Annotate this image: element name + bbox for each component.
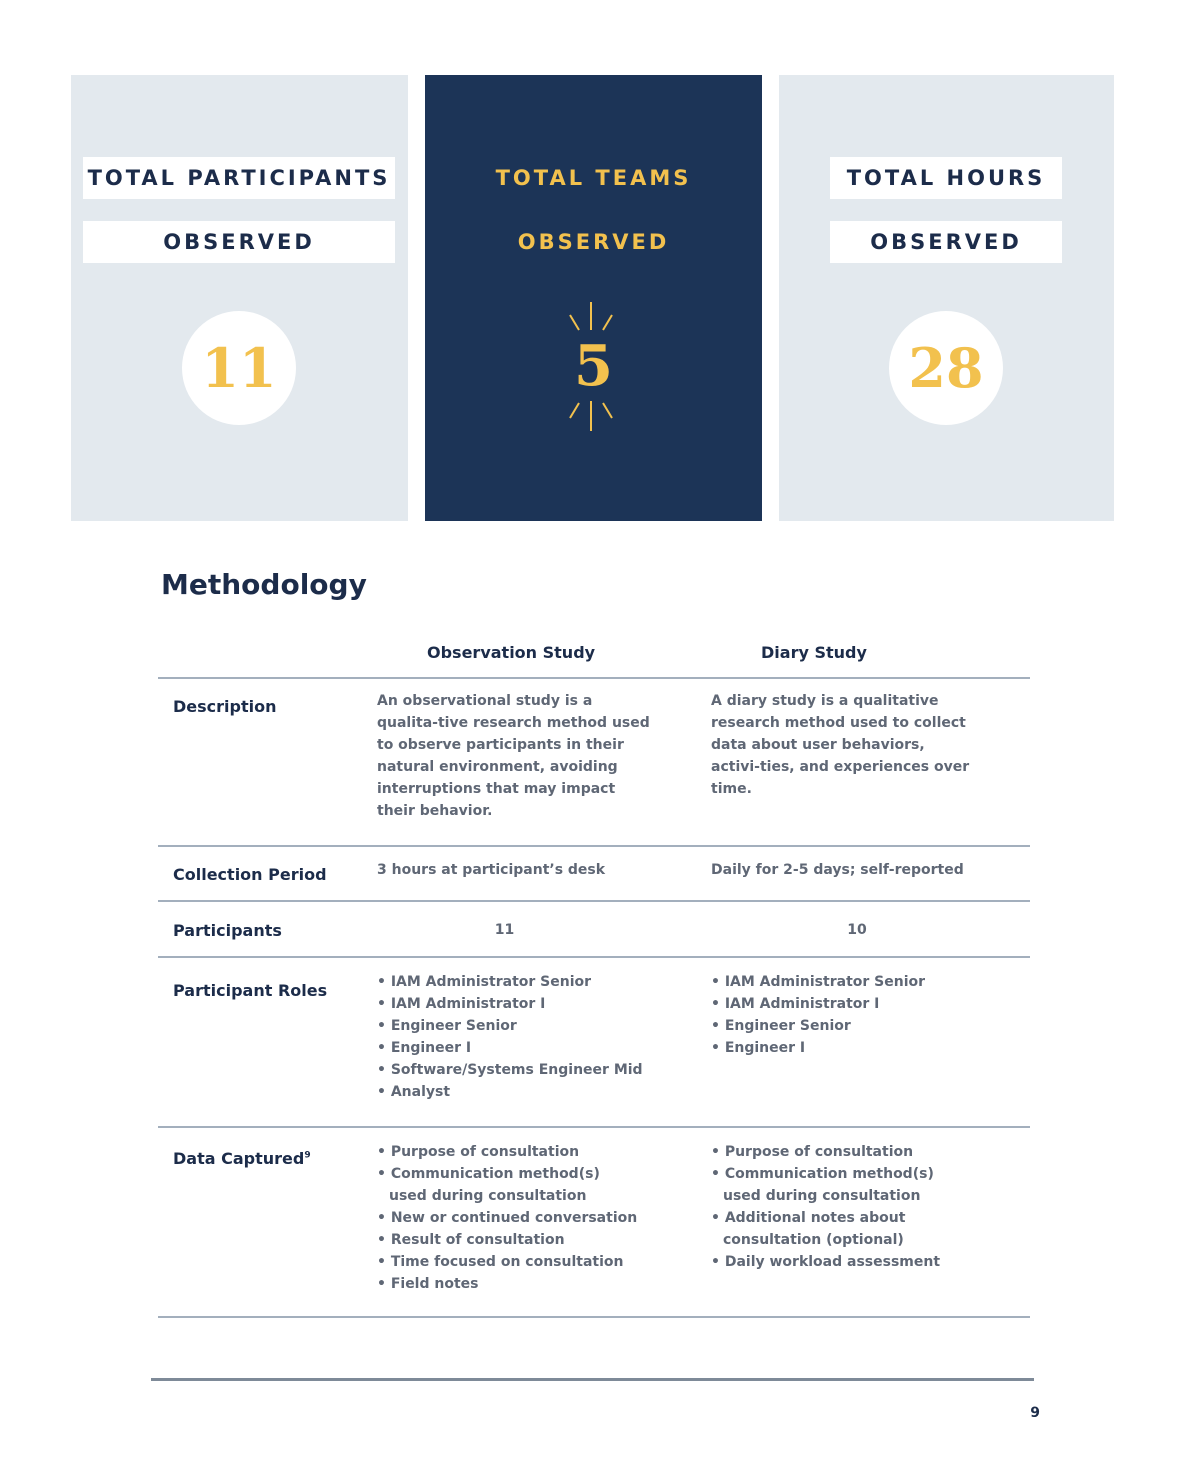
list-item: • Engineer I (377, 1037, 667, 1059)
cell-participants-observation: 11 (494, 922, 515, 938)
cell-description-observation: An observational study is a qualita-tive research method used to observe participants in their natural environment, avoiding interruptions that may impact their behavior. (377, 693, 650, 819)
stat-label-line1: TOTAL TEAMS (495, 166, 692, 190)
cell-collection-observation: 3 hours at participant’s desk (377, 862, 606, 878)
list-item: • Engineer Senior (377, 1015, 667, 1037)
row-label-data-captured (173, 1149, 311, 1168)
table-divider (158, 845, 1030, 847)
page-number: 9 (1030, 1405, 1040, 1421)
stat-value-teams: 5 (574, 333, 613, 399)
list-item: • Result of consultation (377, 1229, 642, 1251)
cell-data-observation (377, 1141, 642, 1295)
row-label-participant-roles: Participant Roles (173, 981, 328, 1000)
cell-roles-diary (711, 971, 1001, 1059)
stat-card-hours (779, 75, 1114, 521)
row-label-participants: Participants (173, 921, 282, 940)
row-label-collection-period: Collection Period (173, 865, 327, 884)
list-item: • Additional notes about consultation (optional) (711, 1207, 976, 1251)
stat-label-line1: TOTAL HOURS (830, 157, 1062, 199)
column-header-observation: Observation Study (427, 643, 596, 662)
cell-collection-diary: Daily for 2-5 days; self-reported (711, 862, 964, 878)
list-item: • New or continued conversation (377, 1207, 642, 1229)
cell-data-diary (711, 1141, 976, 1273)
list-item: • IAM Administrator Senior (711, 971, 1001, 993)
cell-roles-observation (377, 971, 667, 1103)
list-item: • IAM Administrator I (711, 993, 1001, 1015)
column-header-diary: Diary Study (761, 643, 867, 662)
stat-value-hours: 28 (889, 311, 1003, 425)
list-item: • IAM Administrator Senior (377, 971, 667, 993)
list-item: • Communication method(s) used during consultation (711, 1163, 976, 1207)
table-divider (158, 1126, 1030, 1128)
footer-divider (151, 1378, 1034, 1381)
stat-value-participants: 11 (182, 311, 296, 425)
stat-label-line2: OBSERVED (83, 221, 395, 263)
row-label-text: Data Captured (173, 1149, 305, 1168)
stat-card-teams (425, 75, 762, 521)
table-divider (158, 1316, 1030, 1318)
footnote-marker: 9 (304, 1150, 311, 1161)
row-label-description: Description (173, 697, 277, 716)
list-item: • Daily workload assessment (711, 1251, 976, 1273)
sparkle-icon (563, 397, 619, 433)
stat-label-line2: OBSERVED (517, 230, 670, 254)
list-item: • Analyst (377, 1081, 667, 1103)
list-item: • Purpose of consultation (711, 1141, 976, 1163)
table-divider (158, 900, 1030, 902)
list-item: • Engineer I (711, 1037, 1001, 1059)
table-divider (158, 677, 1030, 679)
list-item: • Time focused on consultation (377, 1251, 642, 1273)
list-item: • Field notes (377, 1273, 642, 1295)
list-item: • Purpose of consultation (377, 1141, 642, 1163)
cell-participants-diary: 10 (847, 922, 867, 938)
stat-label-line1: TOTAL PARTICIPANTS (83, 157, 395, 199)
cell-description-diary: A diary study is a qualitative research method used to collect data about user behaviors, activi-ties, and experiences over time. (711, 693, 970, 797)
list-item: • Software/Systems Engineer Mid (377, 1059, 667, 1081)
stat-label-line2: OBSERVED (830, 221, 1062, 263)
list-item: • Engineer Senior (711, 1015, 1001, 1037)
list-item: • IAM Administrator I (377, 993, 667, 1015)
stat-card-participants (71, 75, 408, 521)
table-divider (158, 956, 1030, 958)
list-item: • Communication method(s) used during consultation (377, 1163, 642, 1207)
section-title: Methodology (161, 568, 367, 601)
